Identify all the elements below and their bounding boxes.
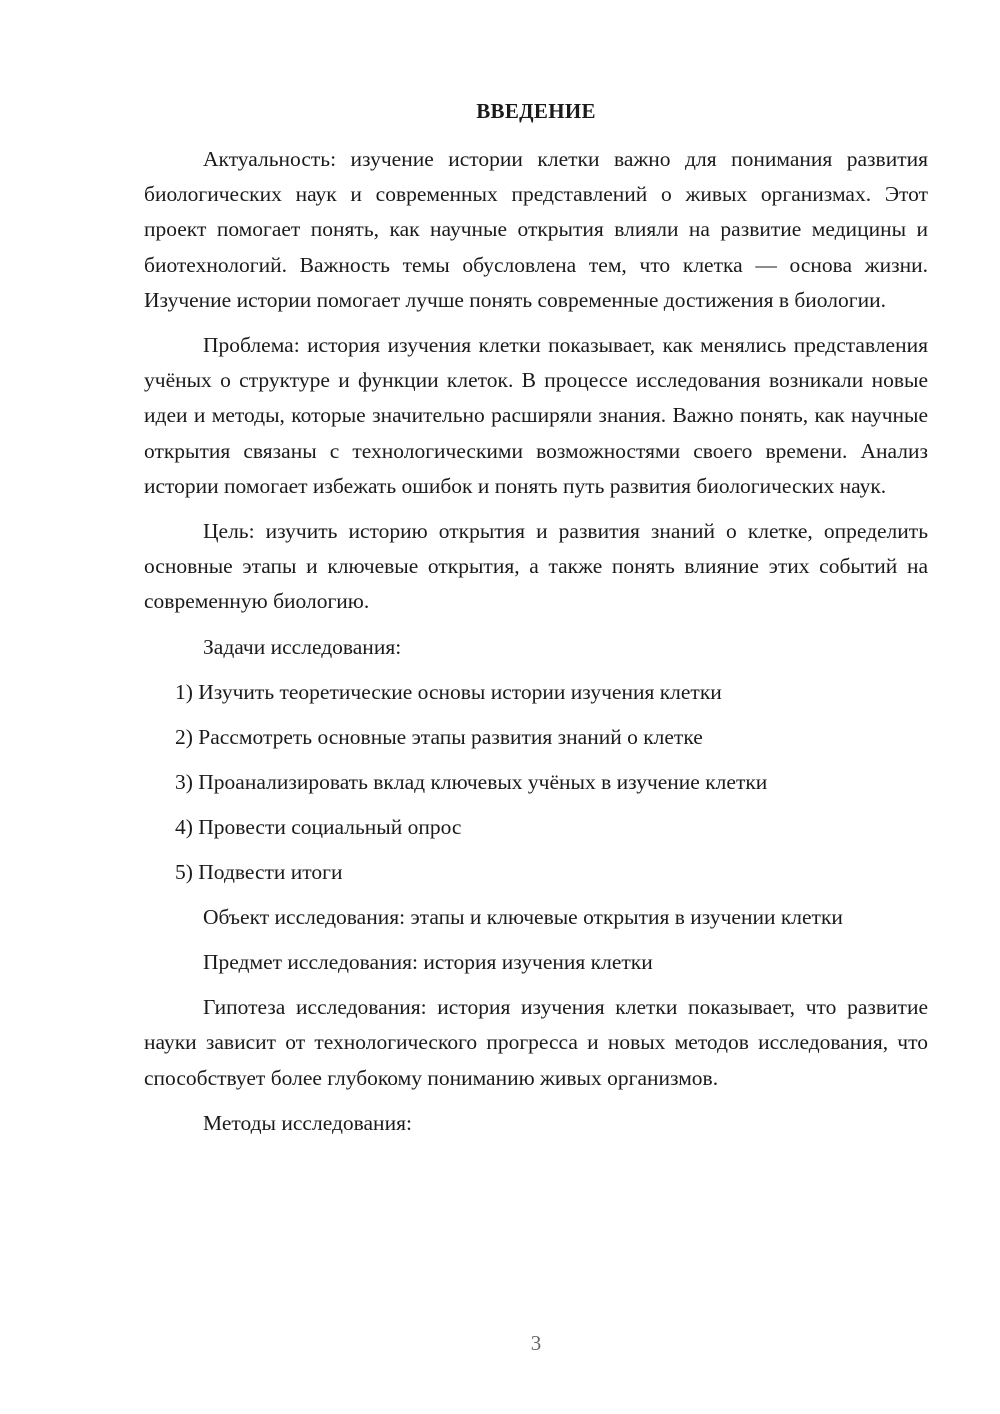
section-heading: ВВЕДЕНИЕ: [476, 99, 596, 123]
task-item: 5) Подвести итоги: [175, 859, 343, 884]
problem-paragraph: Проблема: история изучения клетки показывает, как менялись представления учёных о структуре и функции клеток. В процессе исследования возникали новые идеи и методы, которые значительно расширяли знания. Важно понять, как научные открытия связаны с технологическими возможностями своего времени. Анализ истории помогает избежать ошибок и понять путь развития биологических наук.: [144, 333, 928, 498]
methods-title: Методы исследования:: [203, 1110, 412, 1135]
subject-paragraph: Предмет исследования: история изучения клетки: [203, 950, 653, 975]
page-number: 3: [530, 1331, 542, 1355]
relevance-paragraph: Актуальность: изучение истории клетки важно для понимания развития биологических наук и современных представлений о живых организмах. Этот проект помогает понять, как научные открытия влияли на развитие медицины и биотехнологий. Важность темы обусловлена тем, что клетка — основа жизни. Изучение истории помогает лучше понять современные достижения в биологии.: [144, 147, 928, 312]
page-content: [144, 94, 928, 1151]
task-item: 2) Рассмотреть основные этапы развития знаний о клетке: [175, 724, 703, 749]
task-item: 1) Изучить теоретические основы истории изучения клетки: [175, 679, 722, 704]
hypothesis-paragraph: Гипотеза исследования: история изучения клетки показывает, что развитие науки зависит от технологического прогресса и новых методов исследования, что способствует более глубокому пониманию живых организмов.: [144, 995, 928, 1090]
tasks-list: [144, 675, 928, 890]
task-item: 3) Проанализировать вклад ключевых учёных в изучение клетки: [175, 769, 768, 794]
task-item: 4) Провести социальный опрос: [175, 814, 462, 839]
object-paragraph: Объект исследования: этапы и ключевые открытия в изучении клетки: [203, 904, 843, 929]
goal-paragraph: Цель: изучить историю открытия и развития знаний о клетке, определить основные этапы и ключевые открытия, а также понять влияние этих событий на современную биологию.: [144, 519, 928, 614]
tasks-title: Задачи исследования:: [203, 634, 402, 659]
